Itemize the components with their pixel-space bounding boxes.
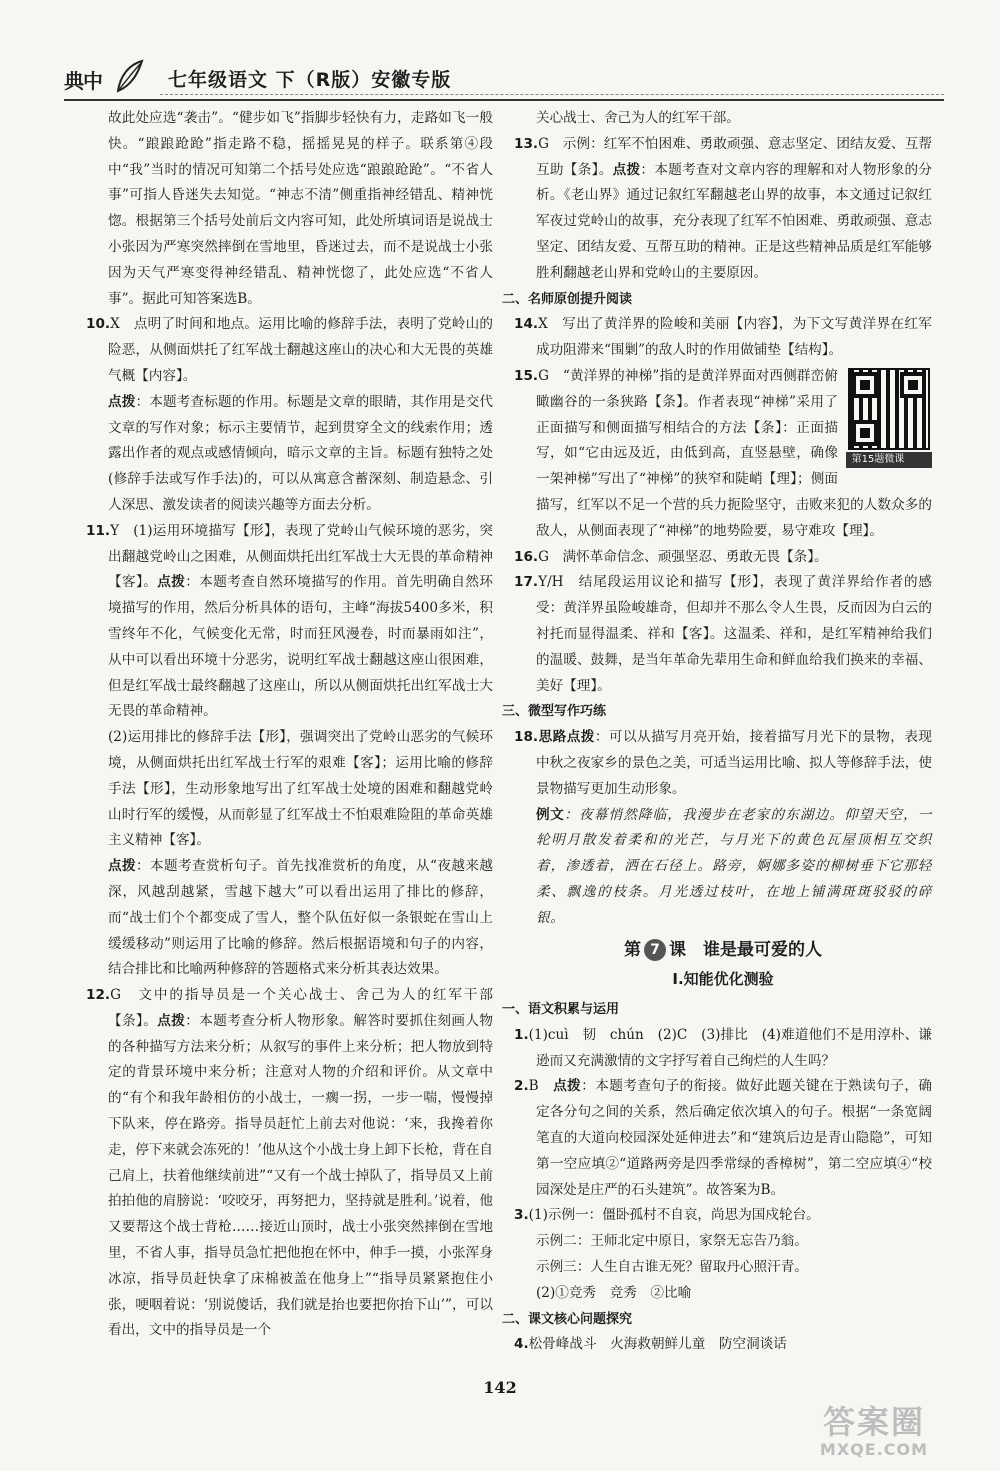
question-number: 1. xyxy=(514,1026,529,1043)
answer-13 xyxy=(514,132,932,287)
qr-code-box[interactable] xyxy=(846,368,932,468)
tip-label: 点拨 xyxy=(612,161,641,178)
qr-finder xyxy=(900,372,926,398)
tip-text: ：本题考查赏析句子。首先找准赏析的角度，从“夜越来越深，风越刮越紧，雪越下越大”可以看出运用了排比的修辞，而“战士们个个都变成了雪人，整个队伍好似一条银蛇在雪山上缓缓移动”则运用了比喻的修辞。然后根据语境和句子的内容，结合排比和比喻两种修辞的答题格式来分析其表达效果。 xyxy=(108,858,494,978)
tip-text: ：本题考查自然环境描写的作用。首先明确自然环境描写的作用，然后分析具体的语句，主峰“海拔5400多米，积雪终年不化，气候变化无常，时而狂风漫卷，时而暴雨如注”，从中可以看出环境十分恶劣，说明红军战士翻越这座山很困难，但是红军战士最终翻越了这座山，所以从侧面烘托出红军战士大无畏的革命精神。 xyxy=(108,574,494,720)
tip-text: ：可以从描写月亮开始，接着描写月光下的景物，表现中秋之夜家乡的景色之美，可适当运用比喻、拟人等修辞手法，使景物描写更加生动形象。 xyxy=(536,729,933,797)
section-heading: 二、名师原创提升阅读 xyxy=(502,291,633,307)
answer-text: 松骨峰战斗 火海救朝鲜儿童 防空洞谈话 xyxy=(528,1336,787,1353)
question-number: 13. xyxy=(514,135,539,152)
question-number: 18. xyxy=(514,729,539,746)
section-heading: 一、语文积累与运用 xyxy=(502,1002,620,1018)
lesson-subtitle: Ⅰ.知能优化测验 xyxy=(672,970,774,989)
answer-a4 xyxy=(514,1332,932,1358)
header-title: 七年级语文 下（R版）安徽专版 xyxy=(168,68,452,91)
answer-14 xyxy=(514,312,932,364)
qr-finder xyxy=(852,420,878,446)
header-dashed-rule xyxy=(160,94,944,95)
tip-10 xyxy=(86,390,493,519)
answer-a1 xyxy=(514,1023,932,1075)
continued-text: 关心战士、舍己为人的红军干部。 xyxy=(536,110,740,126)
question-number: 4. xyxy=(514,1336,529,1353)
page-header xyxy=(64,58,944,98)
question-number: 14. xyxy=(514,316,539,333)
tip-label: 思路点拨 xyxy=(538,729,595,746)
question-number: 2. xyxy=(514,1078,529,1095)
answer-15 xyxy=(514,364,932,545)
answer-16 xyxy=(514,545,932,571)
answer-text: G “黄洋界的神梯”指的是黄洋界面对西侧群峦俯瞰幽谷的一条狭路【条】。作者表现“神梯”采用了正面描写和侧面描写相结合的方法【条】：正面描写，如“它由远及近，由低到高，直竖悬壁，确像一架神梯”写出了“神梯”的狭窄和陡峭【理】；侧面描写，红军以不足一个营的兵力扼险坚守，击败来犯的人数众多的敌人，从侧面表现了“神梯”的地势险要，易守难攻【理】。 xyxy=(536,367,932,539)
answer-text: G 满怀革命信念、顽强坚忍、勇敢无畏【条】。 xyxy=(538,548,828,565)
answer-text: X 点明了时间和地点。运用比喻的修辞手法，表明了党岭山的险恶，从侧面烘托了红军战士翻越这座山的决心和大无畏的英雄气概【内容】。 xyxy=(108,316,493,384)
answer-12 xyxy=(86,983,493,1344)
example-label: 例文 xyxy=(536,806,565,823)
answer-a3 xyxy=(514,1203,932,1229)
tip-text: ：本题考查对文章内容的理解和对人物形象的分析。《老山界》通过记叙红军翻越老山界的故事，本文通过记叙红军夜过党岭山的故事，充分表现了红军不怕困难、勇敢顽强、意志坚定、团结友爱、互帮互助的精神。正是这些精神品质是红军能够胜利翻越老山界和党岭山的主要原因。 xyxy=(536,161,933,281)
section-heading: 三、微型写作巧练 xyxy=(502,704,607,720)
qr-finder xyxy=(852,372,878,398)
question-number: 10. xyxy=(86,316,111,333)
answer-10 xyxy=(86,312,493,389)
question-number: 12. xyxy=(86,987,111,1004)
lesson-number-badge: 7 xyxy=(644,939,666,961)
tip-11-part2 xyxy=(86,854,493,983)
tip-label: 点拨 xyxy=(108,858,137,875)
tip-label: 点拨 xyxy=(108,393,136,410)
watermark-title: 答案圈 xyxy=(822,1403,925,1441)
tip-label: 点拨 xyxy=(553,1078,582,1095)
answer-11 xyxy=(86,519,493,725)
answer-a3-line2: 示例二：王师北定中原日，家祭无忘告乃翁。 xyxy=(536,1233,808,1250)
answer-text: G 示例：红军不怕困难、勇敢顽强、意志坚定、团结友爱、互帮互助【条】。 xyxy=(536,135,932,178)
tip-text: ：本题考查分析人物形象。解答时要抓住刻画人物的各种描写方法来分析；从叙写的事件上来分析；把人物放到特定的背景环境中来分析；注意对人物的介绍和评价。从文章中的“有个和我年龄相仿的小战士，一瘸一拐，一步一喘，慢慢掉下队来，停在路旁。指导员赶忙上前去对他说：‘来，我搀着你走，停下来就会冻死的！’他从这个小战士身上卸下长枪，背在自己肩上，扶着他继续前进”“又有一个战士掉队了，指导员又上前拍拍他的肩膀说：‘咬咬牙，再努把力，坚持就是胜利。’说着，他又要帮这个战士背枪……接近山顶时，战士小张突然摔倒在雪地里，不省人事，指导员急忙把他抱在怀中，伸手一摸，小张浑身冰凉，指导员赶快拿了床棉被盖在他身上”“指导员紧紧抱住小张，哽咽着说：‘别说傻话，我们就是抬也要把你抬下山’”，可以看出，文中的指导员是一个 xyxy=(108,1012,494,1339)
question-number: 17. xyxy=(514,574,539,591)
leaf-icon xyxy=(114,59,144,93)
left-column xyxy=(86,106,493,1344)
qr-caption: 第15题微课 xyxy=(846,452,932,468)
answer-18 xyxy=(514,725,932,802)
question-number: 16. xyxy=(514,548,539,565)
tip-label: 点拨 xyxy=(157,1012,186,1029)
tip-text: ：本题考查句子的衔接。做好此题关键在于熟读句子，确定各分句之间的关系，然后确定依次填入的句子。根据“一条宽阔笔直的大道向校园深处延伸进去”和“建筑后边是青山隐隐”，可知第一空应填②“道路两旁是四季常绿的香樟树”，第二空应填④“校园深处是庄严的石头建筑”。故答案为B。 xyxy=(536,1078,933,1198)
logo-mark: 典中 xyxy=(64,69,102,93)
tip-label: 点拨 xyxy=(157,574,186,591)
qr-code-icon[interactable] xyxy=(848,368,930,450)
answer-a2 xyxy=(514,1074,932,1203)
header-rule xyxy=(64,99,944,101)
answer-text: (1)cuì 韧 chún (2)C (3)排比 (4)难道他们不是用淳朴、谦逊而又充满激情的文字抒写着自己绚烂的人生吗？ xyxy=(528,1026,932,1069)
lesson-prefix: 第 xyxy=(624,939,641,960)
section-heading: 二、课文核心问题探究 xyxy=(502,1311,633,1327)
answer-text: X 写出了黄洋界的险峻和美丽【内容】，为下文写黄洋界在红军成功阻滞来“围剿”的敌人时的作用做铺垫【结构】。 xyxy=(536,316,932,359)
answer-11-part2: (2)运用排比的修辞手法【形】，强调突出了党岭山恶劣的气候环境，从侧面烘托出红军战士行军的艰难【客】；运用比喻的修辞手法【形】，生动形象地写出了红军战士处境的困难和翻越党岭山时行军的缓慢，从而彰显了红军战士不怕艰难险阻的革命英雄主义精神【客】。 xyxy=(108,729,493,849)
example-essay xyxy=(514,803,932,932)
answer-17 xyxy=(514,570,932,699)
page-number: 142 xyxy=(483,1378,517,1397)
lesson-name: 课 谁是最可爱的人 xyxy=(669,939,822,960)
watermark-url: MXQE.COM xyxy=(819,1440,929,1459)
example-text: ：夜幕悄然降临，我漫步在老家的东湖边。仰望天空，一轮明月散发着柔和的光芒，与月光下的黄色瓦屋顶相互交织着，渗透着，洒在石径上。路旁，婀娜多姿的柳树垂下它那轻柔、飘逸的枝条。月光透过枝叶，在地上铺满斑斑驳驳的碎银。 xyxy=(536,806,933,926)
intro-paragraph: 故此处应选“袭击”。“健步如飞”指脚步轻快有力，走路如飞一般快。“踉踉跄跄”指走路不稳，摇摇晃晃的样子。联系第④段中“我”当时的情况可知第二个括号处应选“踉踉跄跄”。“不省人事”可指人昏迷失去知觉。“神志不清”侧重指神经错乱、精神恍惚。根据第三个括号处前后文内容可知，此处所填词语是说战士小张因为严寒突然摔倒在雪地里，昏迷过去，而不是说战士小张因为天气严寒变得神经错乱、精神恍惚了，此处应选“不省人事”。据此可知答案选B。 xyxy=(108,110,493,307)
question-number: 11. xyxy=(86,522,111,539)
answer-a3-line4: (2)①竞秀 竞秀 ②比喻 xyxy=(536,1284,692,1301)
answer-text: Y (1)运用环境描写【形】，表现了党岭山气候环境的恶劣，突出翻越党岭山之困难，从侧面烘托出红军战士大无畏的革命精神【客】。 xyxy=(108,522,493,591)
watermark-logo xyxy=(784,1404,964,1462)
tip-text: ：本题考查标题的作用。标题是文章的眼睛，其作用是交代文章的写作对象；标示主要情节，起到贯穿全文的线索作用；透露出作者的观点或感情倾向，暗示文章的主旨。标题有独特之处(修辞手法或写作手法)的，可以从寓意含蓄深刻、制造悬念、引人深思、激发读者的阅读兴趣等方面去分析。 xyxy=(108,393,494,513)
answer-text: G 文中的指导员是一个关心战士、舍己为人的红军干部【条】。 xyxy=(108,987,493,1029)
answer-text: (1)示例一：僵卧孤村不自哀，尚思为国戍轮台。 xyxy=(528,1207,820,1224)
right-column xyxy=(502,106,933,1358)
question-number: 15. xyxy=(514,367,539,384)
answer-text: Y/H 结尾段运用议论和描写【形】，表现了黄洋界给作者的感受：黄洋界虽险峻雄奇，但却并不那么令人生畏，反而因为白云的衬托而显得温柔、祥和【客】。这温柔、祥和，是红军精神给我们的温暖、鼓舞，是当年革命先辈用生命和鲜血给我们换来的幸福、美好【理】。 xyxy=(536,574,932,694)
answer-a3-line3: 示例三：人生自古谁无死？留取丹心照汗青。 xyxy=(536,1259,808,1276)
question-number: 3. xyxy=(514,1207,529,1224)
answer-text: B xyxy=(528,1078,554,1095)
lesson-title xyxy=(514,938,932,964)
book-logo xyxy=(64,59,150,97)
